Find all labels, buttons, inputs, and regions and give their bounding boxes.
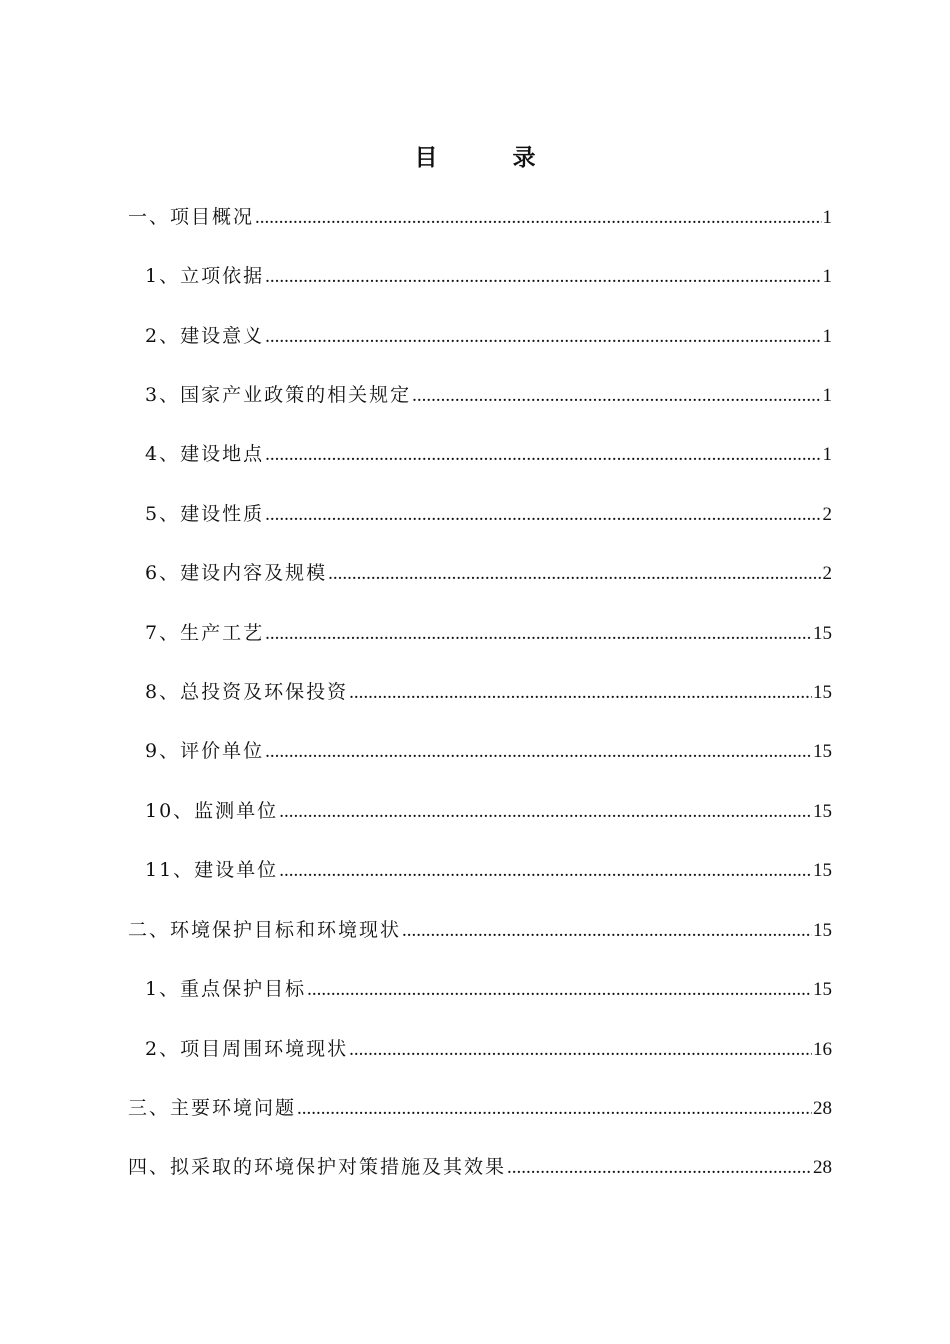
toc-entry-page: 15: [813, 801, 832, 822]
toc-leader-dots: [265, 616, 812, 652]
toc-entry-label: 7、生产工艺: [145, 622, 265, 644]
toc-entry-page: 28: [813, 1098, 832, 1119]
toc-entry-page: 15: [813, 623, 832, 644]
toc-entry-page: 2: [822, 504, 832, 525]
toc-leader-dots: [265, 259, 821, 295]
toc-title: 目 录: [414, 144, 562, 171]
toc-entry-page: 28: [813, 1157, 832, 1178]
toc-entry-label: 8、总投资及环保投资: [145, 681, 349, 703]
toc-leader-dots: [297, 1091, 812, 1127]
toc-entry-page: 1: [822, 266, 832, 287]
toc-entry-page: 15: [813, 682, 832, 703]
toc-entry-page: 16: [813, 1039, 832, 1060]
toc-entry-page: 2: [822, 563, 832, 584]
toc-entry[interactable]: [145, 258, 832, 294]
toc-entry[interactable]: [145, 615, 832, 651]
toc-leader-dots: [265, 734, 812, 770]
toc-entry-label: 二、环境保护目标和环境现状: [128, 919, 402, 941]
toc-entry[interactable]: [145, 436, 832, 472]
toc-entry-label: 四、拟采取的环境保护对策措施及其效果: [128, 1156, 507, 1178]
toc-leader-dots: [279, 853, 812, 889]
toc-entry-label: 一、项目概况: [128, 206, 255, 228]
toc-entry-label: 11、建设单位: [145, 859, 279, 881]
toc-leader-dots: [255, 200, 821, 236]
toc-entry[interactable]: [128, 1090, 832, 1126]
toc-leader-dots: [507, 1150, 812, 1186]
toc-entry-label: 4、建设地点: [145, 443, 265, 465]
toc-leader-dots: [265, 437, 821, 473]
toc-entry-label: 3、国家产业政策的相关规定: [145, 384, 412, 406]
toc-leader-dots: [307, 972, 812, 1008]
toc-entry[interactable]: [145, 852, 832, 888]
toc-entry-page: 1: [822, 385, 832, 406]
toc-leader-dots: [265, 497, 821, 533]
toc-entry-label: 1、重点保护目标: [145, 978, 307, 1000]
toc-entry[interactable]: [145, 1031, 832, 1067]
toc-entry-page: 15: [813, 860, 832, 881]
toc-leader-dots: [265, 319, 821, 355]
toc-entry[interactable]: [145, 971, 832, 1007]
toc-entry-label: 三、主要环境问题: [128, 1097, 297, 1119]
toc-entry[interactable]: [145, 733, 832, 769]
toc-entry-page: 15: [813, 920, 832, 941]
toc-entry-page: 15: [813, 741, 832, 762]
toc-leader-dots: [412, 378, 821, 414]
toc-entry[interactable]: [145, 555, 832, 591]
toc-entry[interactable]: [145, 674, 832, 710]
toc-leader-dots: [349, 675, 812, 711]
toc-leader-dots: [349, 1032, 812, 1068]
toc-entry-page: 1: [822, 207, 832, 228]
toc-entry[interactable]: [145, 496, 832, 532]
toc-leader-dots: [328, 556, 821, 592]
toc-entry[interactable]: [128, 912, 832, 948]
toc-leader-dots: [402, 913, 812, 949]
toc-entry[interactable]: [128, 199, 832, 235]
toc-entry[interactable]: [145, 318, 832, 354]
toc-entry[interactable]: [145, 377, 832, 413]
toc-entry-label: 2、项目周围环境现状: [145, 1038, 349, 1060]
toc-entry-label: 1、立项依据: [145, 265, 265, 287]
toc-entry[interactable]: [128, 1149, 832, 1185]
toc-leader-dots: [279, 794, 812, 830]
toc-entry[interactable]: [145, 793, 832, 829]
toc-entry-page: 1: [822, 444, 832, 465]
toc-entry-label: 2、建设意义: [145, 325, 265, 347]
toc-entry-label: 6、建设内容及规模: [145, 562, 328, 584]
toc-entry-page: 1: [822, 326, 832, 347]
toc-entry-label: 5、建设性质: [145, 503, 265, 525]
toc-entry-label: 9、评价单位: [145, 740, 265, 762]
toc-entry-label: 10、监测单位: [145, 800, 279, 822]
toc-entry-page: 15: [813, 979, 832, 1000]
